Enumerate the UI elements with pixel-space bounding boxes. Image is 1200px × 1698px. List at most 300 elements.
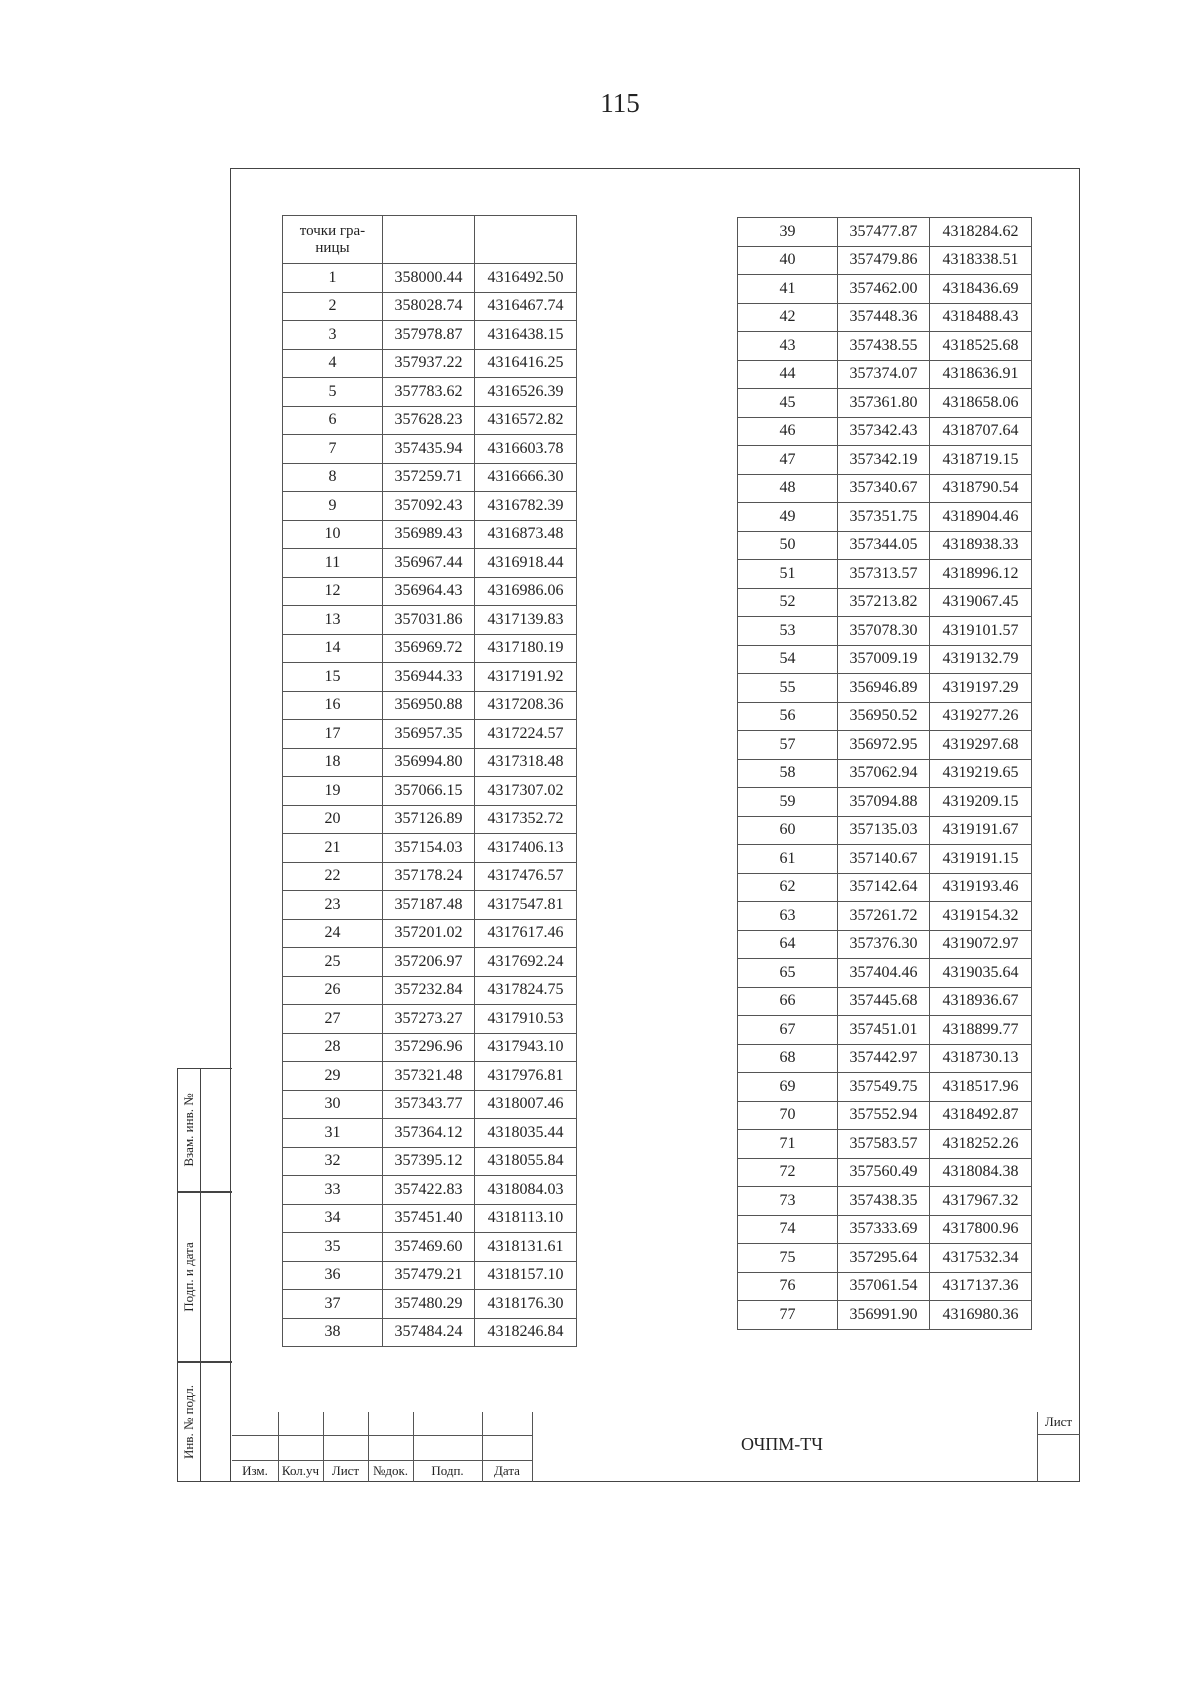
point-number: 32 bbox=[283, 1147, 383, 1176]
y-coordinate: 4318658.06 bbox=[930, 389, 1032, 418]
y-coordinate: 4317318.48 bbox=[475, 748, 577, 777]
table-row bbox=[283, 1033, 577, 1062]
point-number: 60 bbox=[738, 816, 838, 845]
y-coordinate: 4316873.48 bbox=[475, 520, 577, 549]
table-row bbox=[283, 891, 577, 920]
point-number: 48 bbox=[738, 474, 838, 503]
table-row bbox=[283, 492, 577, 521]
x-coordinate: 357628.23 bbox=[383, 406, 475, 435]
point-number: 71 bbox=[738, 1130, 838, 1159]
stamp-col-signature: Подп. bbox=[431, 1463, 464, 1478]
table-row bbox=[738, 389, 1032, 418]
header-x-cell bbox=[383, 216, 475, 264]
table-row bbox=[283, 406, 577, 435]
point-number: 70 bbox=[738, 1101, 838, 1130]
point-number: 28 bbox=[283, 1033, 383, 1062]
x-coordinate: 357435.94 bbox=[383, 435, 475, 464]
table-row bbox=[283, 1176, 577, 1205]
table-row bbox=[283, 1005, 577, 1034]
y-coordinate: 4317547.81 bbox=[475, 891, 577, 920]
y-coordinate: 4319067.45 bbox=[930, 588, 1032, 617]
table-row bbox=[283, 435, 577, 464]
stamp-col-doc: №док. bbox=[372, 1463, 409, 1478]
table-row bbox=[283, 948, 577, 977]
table-row bbox=[738, 959, 1032, 988]
point-number: 12 bbox=[283, 577, 383, 606]
point-number: 59 bbox=[738, 788, 838, 817]
x-coordinate: 356972.95 bbox=[838, 731, 930, 760]
table-row bbox=[283, 663, 577, 692]
x-coordinate: 357583.57 bbox=[838, 1130, 930, 1159]
y-coordinate: 4317800.96 bbox=[930, 1215, 1032, 1244]
point-number: 10 bbox=[283, 520, 383, 549]
x-coordinate: 358000.44 bbox=[383, 264, 475, 293]
point-number: 36 bbox=[283, 1261, 383, 1290]
y-coordinate: 4318035.44 bbox=[475, 1119, 577, 1148]
x-coordinate: 357344.05 bbox=[838, 531, 930, 560]
x-coordinate: 357342.19 bbox=[838, 446, 930, 475]
x-coordinate: 357361.80 bbox=[838, 389, 930, 418]
x-coordinate: 357333.69 bbox=[838, 1215, 930, 1244]
x-coordinate: 357462.00 bbox=[838, 275, 930, 304]
y-coordinate: 4317137.36 bbox=[930, 1272, 1032, 1301]
coordinates-table-left bbox=[282, 215, 577, 1347]
table-row bbox=[738, 1130, 1032, 1159]
y-coordinate: 4319197.29 bbox=[930, 674, 1032, 703]
y-coordinate: 4318899.77 bbox=[930, 1016, 1032, 1045]
y-coordinate: 4316782.39 bbox=[475, 492, 577, 521]
x-coordinate: 357273.27 bbox=[383, 1005, 475, 1034]
header-y-cell bbox=[475, 216, 577, 264]
sheet-label: Лист bbox=[1044, 1414, 1073, 1429]
point-number: 44 bbox=[738, 360, 838, 389]
table-row bbox=[738, 474, 1032, 503]
point-number: 46 bbox=[738, 417, 838, 446]
x-coordinate: 357448.36 bbox=[838, 303, 930, 332]
x-coordinate: 357376.30 bbox=[838, 930, 930, 959]
table-row bbox=[283, 834, 577, 863]
x-coordinate: 357783.62 bbox=[383, 378, 475, 407]
y-coordinate: 4319191.15 bbox=[930, 845, 1032, 874]
y-coordinate: 4316467.74 bbox=[475, 292, 577, 321]
point-number: 34 bbox=[283, 1204, 383, 1233]
point-number: 61 bbox=[738, 845, 838, 874]
y-coordinate: 4316438.15 bbox=[475, 321, 577, 350]
x-coordinate: 357342.43 bbox=[838, 417, 930, 446]
x-coordinate: 356967.44 bbox=[383, 549, 475, 578]
point-number: 66 bbox=[738, 987, 838, 1016]
table-row bbox=[738, 446, 1032, 475]
table-row bbox=[738, 1215, 1032, 1244]
x-coordinate: 357480.29 bbox=[383, 1290, 475, 1319]
x-coordinate: 357062.94 bbox=[838, 759, 930, 788]
table-row bbox=[738, 617, 1032, 646]
y-coordinate: 4319154.32 bbox=[930, 902, 1032, 931]
x-coordinate: 357484.24 bbox=[383, 1318, 475, 1347]
table-row bbox=[283, 634, 577, 663]
point-number: 45 bbox=[738, 389, 838, 418]
table-row bbox=[283, 691, 577, 720]
y-coordinate: 4319209.15 bbox=[930, 788, 1032, 817]
table-row bbox=[738, 1101, 1032, 1130]
point-number: 53 bbox=[738, 617, 838, 646]
point-number: 26 bbox=[283, 976, 383, 1005]
point-number: 63 bbox=[738, 902, 838, 931]
y-coordinate: 4319297.68 bbox=[930, 731, 1032, 760]
x-coordinate: 357479.21 bbox=[383, 1261, 475, 1290]
x-coordinate: 357066.15 bbox=[383, 777, 475, 806]
x-coordinate: 357092.43 bbox=[383, 492, 475, 521]
point-number: 5 bbox=[283, 378, 383, 407]
table-row bbox=[738, 246, 1032, 275]
y-coordinate: 4317208.36 bbox=[475, 691, 577, 720]
point-number: 72 bbox=[738, 1158, 838, 1187]
y-coordinate: 4318157.10 bbox=[475, 1261, 577, 1290]
x-coordinate: 357313.57 bbox=[838, 560, 930, 589]
y-coordinate: 4317943.10 bbox=[475, 1033, 577, 1062]
table-row bbox=[283, 1204, 577, 1233]
y-coordinate: 4317532.34 bbox=[930, 1244, 1032, 1273]
x-coordinate: 357343.77 bbox=[383, 1090, 475, 1119]
header-point-label bbox=[283, 216, 383, 264]
x-coordinate: 357178.24 bbox=[383, 862, 475, 891]
point-number: 21 bbox=[283, 834, 383, 863]
table-row bbox=[283, 577, 577, 606]
x-coordinate: 357340.67 bbox=[838, 474, 930, 503]
table-row bbox=[738, 332, 1032, 361]
point-number: 3 bbox=[283, 321, 383, 350]
point-number: 8 bbox=[283, 463, 383, 492]
point-number: 47 bbox=[738, 446, 838, 475]
y-coordinate: 4319132.79 bbox=[930, 645, 1032, 674]
x-coordinate: 357140.67 bbox=[838, 845, 930, 874]
x-coordinate: 357187.48 bbox=[383, 891, 475, 920]
x-coordinate: 357404.46 bbox=[838, 959, 930, 988]
point-number: 58 bbox=[738, 759, 838, 788]
table-row bbox=[283, 1062, 577, 1091]
stamp-col-sheet: Лист bbox=[331, 1463, 360, 1478]
table-row bbox=[738, 531, 1032, 560]
table-row bbox=[283, 321, 577, 350]
y-coordinate: 4317406.13 bbox=[475, 834, 577, 863]
point-number: 51 bbox=[738, 560, 838, 589]
table-row bbox=[283, 1318, 577, 1347]
point-number: 50 bbox=[738, 531, 838, 560]
x-coordinate: 357296.96 bbox=[383, 1033, 475, 1062]
table-row bbox=[283, 862, 577, 891]
x-coordinate: 357937.22 bbox=[383, 349, 475, 378]
x-coordinate: 357094.88 bbox=[838, 788, 930, 817]
point-number: 2 bbox=[283, 292, 383, 321]
x-coordinate: 357009.19 bbox=[838, 645, 930, 674]
point-number: 9 bbox=[283, 492, 383, 521]
y-coordinate: 4318246.84 bbox=[475, 1318, 577, 1347]
table-row bbox=[283, 777, 577, 806]
y-coordinate: 4317976.81 bbox=[475, 1062, 577, 1091]
table-row bbox=[738, 588, 1032, 617]
table-row bbox=[738, 645, 1032, 674]
table-header-row bbox=[283, 216, 577, 264]
y-coordinate: 4317967.32 bbox=[930, 1187, 1032, 1216]
y-coordinate: 4316603.78 bbox=[475, 435, 577, 464]
table-row bbox=[283, 1147, 577, 1176]
point-number: 49 bbox=[738, 503, 838, 532]
y-coordinate: 4317692.24 bbox=[475, 948, 577, 977]
x-coordinate: 356994.80 bbox=[383, 748, 475, 777]
y-coordinate: 4318084.03 bbox=[475, 1176, 577, 1205]
point-number: 17 bbox=[283, 720, 383, 749]
x-coordinate: 357978.87 bbox=[383, 321, 475, 350]
table-row bbox=[283, 1233, 577, 1262]
y-coordinate: 4318996.12 bbox=[930, 560, 1032, 589]
point-number: 15 bbox=[283, 663, 383, 692]
x-coordinate: 357374.07 bbox=[838, 360, 930, 389]
stamp-col-qty: Кол.уч bbox=[281, 1463, 320, 1478]
y-coordinate: 4318284.62 bbox=[930, 218, 1032, 247]
point-number: 1 bbox=[283, 264, 383, 293]
x-coordinate: 357259.71 bbox=[383, 463, 475, 492]
x-coordinate: 357445.68 bbox=[838, 987, 930, 1016]
table-row bbox=[283, 520, 577, 549]
y-coordinate: 4317824.75 bbox=[475, 976, 577, 1005]
table-row bbox=[738, 360, 1032, 389]
point-number: 29 bbox=[283, 1062, 383, 1091]
x-coordinate: 357321.48 bbox=[383, 1062, 475, 1091]
point-number: 55 bbox=[738, 674, 838, 703]
point-number: 68 bbox=[738, 1044, 838, 1073]
x-coordinate: 357364.12 bbox=[383, 1119, 475, 1148]
x-coordinate: 356989.43 bbox=[383, 520, 475, 549]
point-number: 11 bbox=[283, 549, 383, 578]
x-coordinate: 357477.87 bbox=[838, 218, 930, 247]
page-number: 115 bbox=[600, 88, 640, 118]
x-coordinate: 356950.52 bbox=[838, 702, 930, 731]
table-row bbox=[738, 1073, 1032, 1102]
side-box-original-inv bbox=[177, 1362, 232, 1482]
point-number: 65 bbox=[738, 959, 838, 988]
stamp-col-date: Дата bbox=[494, 1463, 520, 1478]
point-number: 25 bbox=[283, 948, 383, 977]
point-number: 27 bbox=[283, 1005, 383, 1034]
table-row bbox=[738, 1301, 1032, 1330]
point-number: 69 bbox=[738, 1073, 838, 1102]
side-label-replacement-inv: Взам. инв. № bbox=[181, 1093, 196, 1167]
header-point-text: точки гра- ницы bbox=[299, 222, 366, 256]
table-row bbox=[738, 702, 1032, 731]
point-number: 6 bbox=[283, 406, 383, 435]
x-coordinate: 357142.64 bbox=[838, 873, 930, 902]
x-coordinate: 358028.74 bbox=[383, 292, 475, 321]
table-row bbox=[738, 303, 1032, 332]
table-row bbox=[738, 1244, 1032, 1273]
y-coordinate: 4318007.46 bbox=[475, 1090, 577, 1119]
point-number: 52 bbox=[738, 588, 838, 617]
point-number: 30 bbox=[283, 1090, 383, 1119]
point-number: 33 bbox=[283, 1176, 383, 1205]
point-number: 41 bbox=[738, 275, 838, 304]
point-number: 64 bbox=[738, 930, 838, 959]
table-row bbox=[738, 731, 1032, 760]
x-coordinate: 357422.83 bbox=[383, 1176, 475, 1205]
table-row bbox=[283, 748, 577, 777]
table-row bbox=[283, 1290, 577, 1319]
y-coordinate: 4317191.92 bbox=[475, 663, 577, 692]
point-number: 43 bbox=[738, 332, 838, 361]
point-number: 73 bbox=[738, 1187, 838, 1216]
y-coordinate: 4318488.43 bbox=[930, 303, 1032, 332]
y-coordinate: 4318525.68 bbox=[930, 332, 1032, 361]
point-number: 24 bbox=[283, 919, 383, 948]
y-coordinate: 4316416.25 bbox=[475, 349, 577, 378]
y-coordinate: 4318131.61 bbox=[475, 1233, 577, 1262]
table-row bbox=[738, 987, 1032, 1016]
table-row bbox=[283, 463, 577, 492]
y-coordinate: 4316918.44 bbox=[475, 549, 577, 578]
x-coordinate: 357438.55 bbox=[838, 332, 930, 361]
x-coordinate: 357206.97 bbox=[383, 948, 475, 977]
point-number: 13 bbox=[283, 606, 383, 635]
x-coordinate: 357438.35 bbox=[838, 1187, 930, 1216]
table-row bbox=[283, 976, 577, 1005]
x-coordinate: 357261.72 bbox=[838, 902, 930, 931]
y-coordinate: 4318719.15 bbox=[930, 446, 1032, 475]
x-coordinate: 356969.72 bbox=[383, 634, 475, 663]
table-row bbox=[738, 930, 1032, 959]
point-number: 76 bbox=[738, 1272, 838, 1301]
table-row bbox=[738, 674, 1032, 703]
y-coordinate: 4318252.26 bbox=[930, 1130, 1032, 1159]
table-row bbox=[738, 1158, 1032, 1187]
x-coordinate: 356957.35 bbox=[383, 720, 475, 749]
x-coordinate: 356991.90 bbox=[838, 1301, 930, 1330]
y-coordinate: 4318492.87 bbox=[930, 1101, 1032, 1130]
y-coordinate: 4317476.57 bbox=[475, 862, 577, 891]
table-row bbox=[283, 349, 577, 378]
x-coordinate: 357078.30 bbox=[838, 617, 930, 646]
point-number: 18 bbox=[283, 748, 383, 777]
title-block bbox=[232, 1412, 1080, 1482]
y-coordinate: 4319219.65 bbox=[930, 759, 1032, 788]
y-coordinate: 4318938.33 bbox=[930, 531, 1032, 560]
point-number: 19 bbox=[283, 777, 383, 806]
y-coordinate: 4316980.36 bbox=[930, 1301, 1032, 1330]
point-number: 16 bbox=[283, 691, 383, 720]
x-coordinate: 357232.84 bbox=[383, 976, 475, 1005]
table-row bbox=[283, 1119, 577, 1148]
x-coordinate: 357031.86 bbox=[383, 606, 475, 635]
table-row bbox=[283, 606, 577, 635]
point-number: 22 bbox=[283, 862, 383, 891]
y-coordinate: 4317352.72 bbox=[475, 805, 577, 834]
table-row bbox=[283, 264, 577, 293]
y-coordinate: 4319277.26 bbox=[930, 702, 1032, 731]
y-coordinate: 4317617.46 bbox=[475, 919, 577, 948]
x-coordinate: 357549.75 bbox=[838, 1073, 930, 1102]
table-row bbox=[283, 549, 577, 578]
x-coordinate: 356946.89 bbox=[838, 674, 930, 703]
table-row bbox=[283, 378, 577, 407]
x-coordinate: 356944.33 bbox=[383, 663, 475, 692]
x-coordinate: 357201.02 bbox=[383, 919, 475, 948]
table-row bbox=[283, 292, 577, 321]
y-coordinate: 4318055.84 bbox=[475, 1147, 577, 1176]
y-coordinate: 4317307.02 bbox=[475, 777, 577, 806]
y-coordinate: 4318636.91 bbox=[930, 360, 1032, 389]
table-row bbox=[738, 218, 1032, 247]
point-number: 74 bbox=[738, 1215, 838, 1244]
table-row bbox=[738, 1044, 1032, 1073]
x-coordinate: 356964.43 bbox=[383, 577, 475, 606]
x-coordinate: 357395.12 bbox=[383, 1147, 475, 1176]
table-row bbox=[738, 560, 1032, 589]
x-coordinate: 357213.82 bbox=[838, 588, 930, 617]
point-number: 77 bbox=[738, 1301, 838, 1330]
table-row bbox=[283, 720, 577, 749]
table-row bbox=[738, 816, 1032, 845]
y-coordinate: 4318113.10 bbox=[475, 1204, 577, 1233]
y-coordinate: 4316666.30 bbox=[475, 463, 577, 492]
point-number: 14 bbox=[283, 634, 383, 663]
y-coordinate: 4319035.64 bbox=[930, 959, 1032, 988]
point-number: 67 bbox=[738, 1016, 838, 1045]
x-coordinate: 357061.54 bbox=[838, 1272, 930, 1301]
point-number: 37 bbox=[283, 1290, 383, 1319]
y-coordinate: 4318436.69 bbox=[930, 275, 1032, 304]
y-coordinate: 4316572.82 bbox=[475, 406, 577, 435]
y-coordinate: 4317180.19 bbox=[475, 634, 577, 663]
table-row bbox=[283, 805, 577, 834]
x-coordinate: 357126.89 bbox=[383, 805, 475, 834]
table-row bbox=[738, 417, 1032, 446]
point-number: 7 bbox=[283, 435, 383, 464]
point-number: 42 bbox=[738, 303, 838, 332]
point-number: 38 bbox=[283, 1318, 383, 1347]
point-number: 4 bbox=[283, 349, 383, 378]
point-number: 56 bbox=[738, 702, 838, 731]
x-coordinate: 357442.97 bbox=[838, 1044, 930, 1073]
x-coordinate: 357469.60 bbox=[383, 1233, 475, 1262]
x-coordinate: 357451.40 bbox=[383, 1204, 475, 1233]
x-coordinate: 357560.49 bbox=[838, 1158, 930, 1187]
table-row bbox=[738, 759, 1032, 788]
table-row bbox=[283, 1261, 577, 1290]
side-label-signature-date: Подп. и дата bbox=[181, 1242, 196, 1312]
table-row bbox=[738, 275, 1032, 304]
x-coordinate: 357154.03 bbox=[383, 834, 475, 863]
point-number: 54 bbox=[738, 645, 838, 674]
y-coordinate: 4317910.53 bbox=[475, 1005, 577, 1034]
y-coordinate: 4318790.54 bbox=[930, 474, 1032, 503]
point-number: 75 bbox=[738, 1244, 838, 1273]
y-coordinate: 4318517.96 bbox=[930, 1073, 1032, 1102]
y-coordinate: 4318707.64 bbox=[930, 417, 1032, 446]
point-number: 20 bbox=[283, 805, 383, 834]
table-row bbox=[738, 1272, 1032, 1301]
y-coordinate: 4319193.46 bbox=[930, 873, 1032, 902]
y-coordinate: 4318904.46 bbox=[930, 503, 1032, 532]
table-row bbox=[738, 902, 1032, 931]
y-coordinate: 4316986.06 bbox=[475, 577, 577, 606]
side-label-original-inv: Инв. № подл. bbox=[181, 1384, 196, 1460]
table-row bbox=[283, 919, 577, 948]
table-row bbox=[738, 845, 1032, 874]
x-coordinate: 357552.94 bbox=[838, 1101, 930, 1130]
y-coordinate: 4316526.39 bbox=[475, 378, 577, 407]
point-number: 62 bbox=[738, 873, 838, 902]
point-number: 40 bbox=[738, 246, 838, 275]
y-coordinate: 4319072.97 bbox=[930, 930, 1032, 959]
x-coordinate: 357479.86 bbox=[838, 246, 930, 275]
